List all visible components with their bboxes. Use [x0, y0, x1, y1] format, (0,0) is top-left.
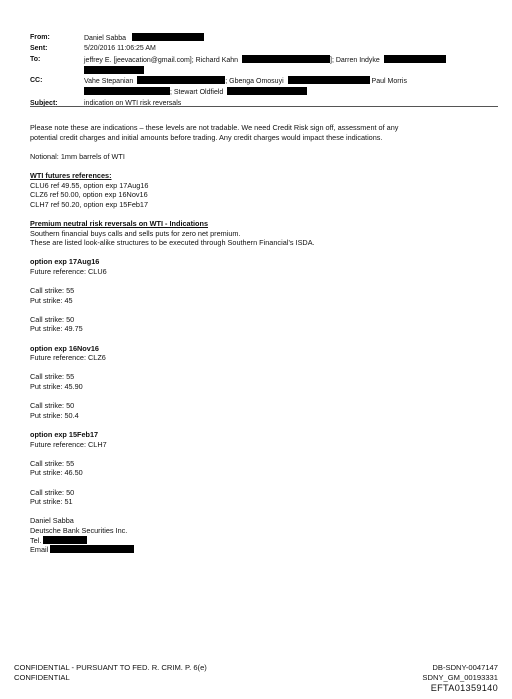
cc-row	[30, 76, 500, 87]
signature-email-label: Email	[30, 545, 49, 555]
redaction-box	[132, 33, 204, 41]
cc-recipient-1: Vahe Stepanian	[84, 78, 134, 86]
intro-line-1: Please note these are indications – these levels are not tradable. We need Credit Risk sign off, assessment of any	[30, 123, 399, 132]
futures-ref: CLZ6 ref 50.00, option exp 16Nov16	[30, 190, 148, 200]
put-strike: Put strike: 49.75	[30, 324, 83, 334]
sent-label: Sent:	[30, 45, 48, 53]
intro-line-2: potential credit charges and initial amounts before trading. Any credit charges would impact these indications.	[30, 132, 383, 142]
future-reference: Future reference: CLU6	[30, 266, 107, 276]
confidential-notice: CONFIDENTIAL - PURSUANT TO FED. R. CRIM. P. 6(e)	[14, 663, 207, 672]
call-strike: Call strike: 55	[30, 458, 75, 468]
redaction-box	[227, 87, 307, 95]
to-recipients-1: jeffrey E. [jeevacation@gmail.com]; Richard Kahn	[84, 56, 239, 64]
premium-line-2: These are listed look-alike structures to be executed through Southern Financial’s ISDA.	[30, 238, 315, 248]
redaction-box	[50, 545, 134, 553]
option-title: option exp 17Aug16	[30, 257, 100, 267]
footer-left	[14, 663, 207, 683]
sent-value: 5/20/2016 11:06:25 AM	[84, 45, 156, 53]
bates-number: DB-SDNY-0047147	[432, 663, 498, 672]
redaction-box	[137, 76, 225, 84]
redaction-box	[43, 536, 87, 544]
futures-heading: WTI futures references:	[30, 170, 112, 180]
futures-ref: CLU6 ref 49.55, option exp 17Aug16	[30, 180, 149, 190]
header-divider	[30, 106, 498, 107]
from-value: Daniel Sabba	[84, 35, 127, 42]
future-reference: Future reference: CLZ6	[30, 353, 106, 363]
redaction-box	[84, 87, 170, 95]
option-block	[30, 257, 492, 334]
option-block	[30, 344, 492, 421]
sent-row	[30, 44, 500, 54]
email-body	[30, 123, 492, 555]
signature-company: Deutsche Bank Securities Inc.	[30, 525, 128, 535]
put-strike: Put strike: 50.4	[30, 410, 79, 420]
futures-ref: CLH7 ref 50.20, option exp 15Feb17	[30, 199, 149, 209]
redaction-box	[242, 55, 330, 63]
subject-value: indication on WTI risk reversals	[84, 99, 182, 107]
cc-row-2	[30, 87, 500, 98]
signature-tel-label: Tel.	[30, 535, 42, 545]
call-strike: Call strike: 50	[30, 314, 75, 324]
put-strike: Put strike: 45.90	[30, 382, 83, 392]
email-header	[30, 33, 500, 109]
confidential-label: CONFIDENTIAL	[14, 673, 70, 682]
option-title: option exp 15Feb17	[30, 430, 99, 439]
to-recipients-2: ]; Darren Indyke	[330, 56, 380, 64]
from-row	[30, 33, 500, 44]
cc-recipient-4: ; Stewart Oldfield	[170, 89, 224, 97]
premium-heading: Premium neutral risk reversals on WTI - Indications	[30, 218, 209, 228]
subject-row	[30, 99, 500, 109]
redaction-box	[84, 66, 144, 74]
option-block	[30, 430, 492, 507]
notional-text: Notional: 1mm barrels of WTI	[30, 151, 125, 161]
call-strike: Call strike: 55	[30, 286, 75, 296]
to-label: To:	[30, 55, 41, 63]
call-strike: Call strike: 55	[30, 372, 75, 382]
put-strike: Put strike: 45	[30, 295, 73, 305]
cc-recipient-2: ; Gbenga Omosuyi	[225, 78, 284, 86]
efta-number: EFTA01359140	[430, 683, 498, 693]
future-reference: Future reference: CLH7	[30, 439, 107, 449]
subject-label: Subject:	[30, 99, 58, 107]
call-strike: Call strike: 50	[30, 487, 75, 497]
put-strike: Put strike: 46.50	[30, 468, 83, 478]
call-strike: Call strike: 50	[30, 401, 75, 411]
signature-block	[30, 516, 492, 554]
from-label: From:	[30, 34, 50, 41]
premium-line-1: Southern financial buys calls and sells puts for zero net premium.	[30, 228, 241, 238]
to-row	[30, 55, 500, 66]
footer-right	[422, 663, 498, 694]
cc-label: CC:	[30, 77, 43, 85]
cc-recipient-3: Paul Morris	[371, 78, 407, 86]
signature-name: Daniel Sabba	[30, 516, 74, 526]
bates-number: SDNY_GM_00193331	[422, 673, 498, 682]
redaction-box	[384, 55, 446, 63]
option-title: option exp 16Nov16	[30, 343, 99, 353]
put-strike: Put strike: 51	[30, 497, 73, 507]
redaction-box	[288, 76, 370, 84]
